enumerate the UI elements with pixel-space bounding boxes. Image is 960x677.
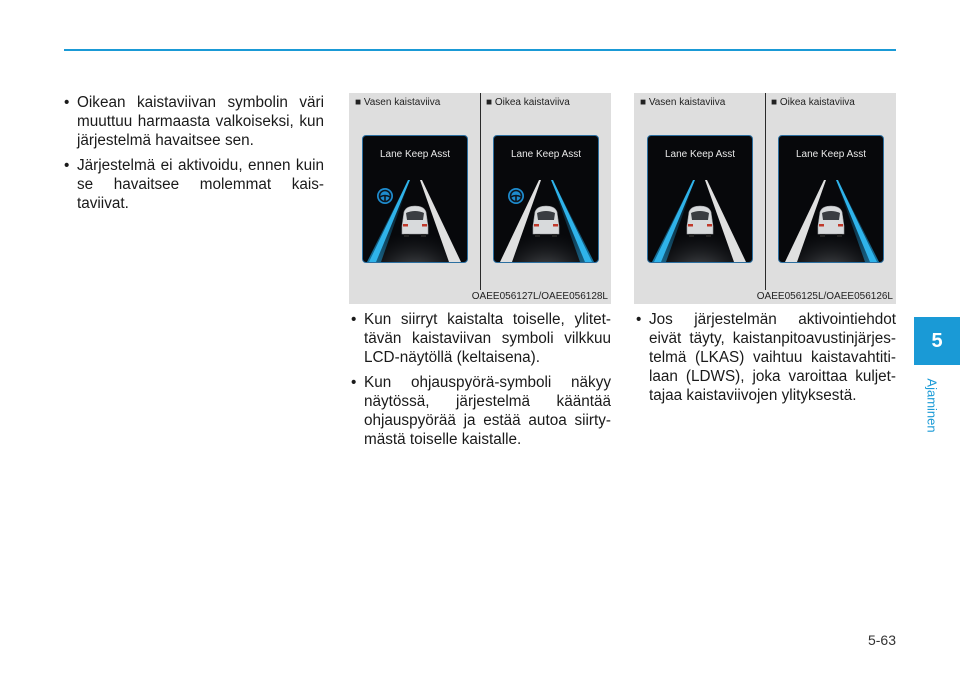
bullet-item: • Oikean kaistaviivan symbolin väri muuttuu harmaasta valkoiseksi, kun järjestelmä havaitsee sen. (62, 93, 324, 150)
lcd-screen-right-lane-active (493, 135, 599, 263)
figure-lka-lanes-left-right (349, 93, 611, 304)
bullet-item: • Kun ohjauspyörä-symboli näkyy näytössä, järjestelmä kääntää ohjauspyörää ja estää autoa siirty-mästä toiselle kaistalle. (349, 373, 611, 449)
screen-title: Lane Keep Asst (795, 149, 867, 160)
figure-code: OAEE056125L/OAEE056126L (756, 291, 893, 302)
column-1 (62, 93, 324, 219)
screen-title: Lane Keep Asst (379, 149, 451, 160)
column-2 (349, 310, 611, 455)
screen-title: Lane Keep Asst (664, 149, 736, 160)
lane-graphic (494, 136, 598, 262)
bullet-item: • Kun siirryt kaistalta toiselle, ylitet-tävän kaistaviivan symboli vilkkuu LCD-näytöllä (keltaisena). (349, 310, 611, 367)
lane-graphic (363, 136, 467, 262)
top-rule (64, 49, 896, 51)
figure-divider (765, 93, 766, 290)
figure-label-left-lane: ■ Vasen kaistaviiva (640, 97, 726, 108)
column-3 (634, 310, 896, 411)
lcd-screen-right-lane-warning (778, 135, 884, 263)
section-number-tab: 5 (914, 317, 960, 365)
bullet-item: • Järjestelmä ei aktivoidu, ennen kuin se havaitsee molemmat kais-taviivat. (62, 156, 324, 213)
figure-ldw-lanes-left-right (634, 93, 896, 304)
lane-graphic (779, 136, 883, 262)
bullet-item: • Jos järjestelmän aktivointiehdot eivät täyty, kaistanpitoavustinjärjes-telmä (LKAS) vaihtuu kaistavahtiti-laan (LDWS), joka varoittaa kuljet-tajaa kaistaviivojen ylityksestä. (634, 310, 896, 405)
figure-label-right-lane: ■ Oikea kaistaviiva (486, 97, 570, 108)
screen-title: Lane Keep Asst (510, 149, 582, 160)
figure-divider (480, 93, 481, 290)
figure-label-right-lane: ■ Oikea kaistaviiva (771, 97, 855, 108)
section-label-text: Ajaminen (924, 377, 940, 433)
lane-graphic (648, 136, 752, 262)
lcd-screen-left-lane-active (362, 135, 468, 263)
section-label (918, 370, 946, 440)
page-number: 5-63 (867, 632, 896, 648)
figure-code: OAEE056127L/OAEE056128L (471, 291, 608, 302)
figure-label-left-lane: ■ Vasen kaistaviiva (355, 97, 441, 108)
lcd-screen-left-lane-warning (647, 135, 753, 263)
